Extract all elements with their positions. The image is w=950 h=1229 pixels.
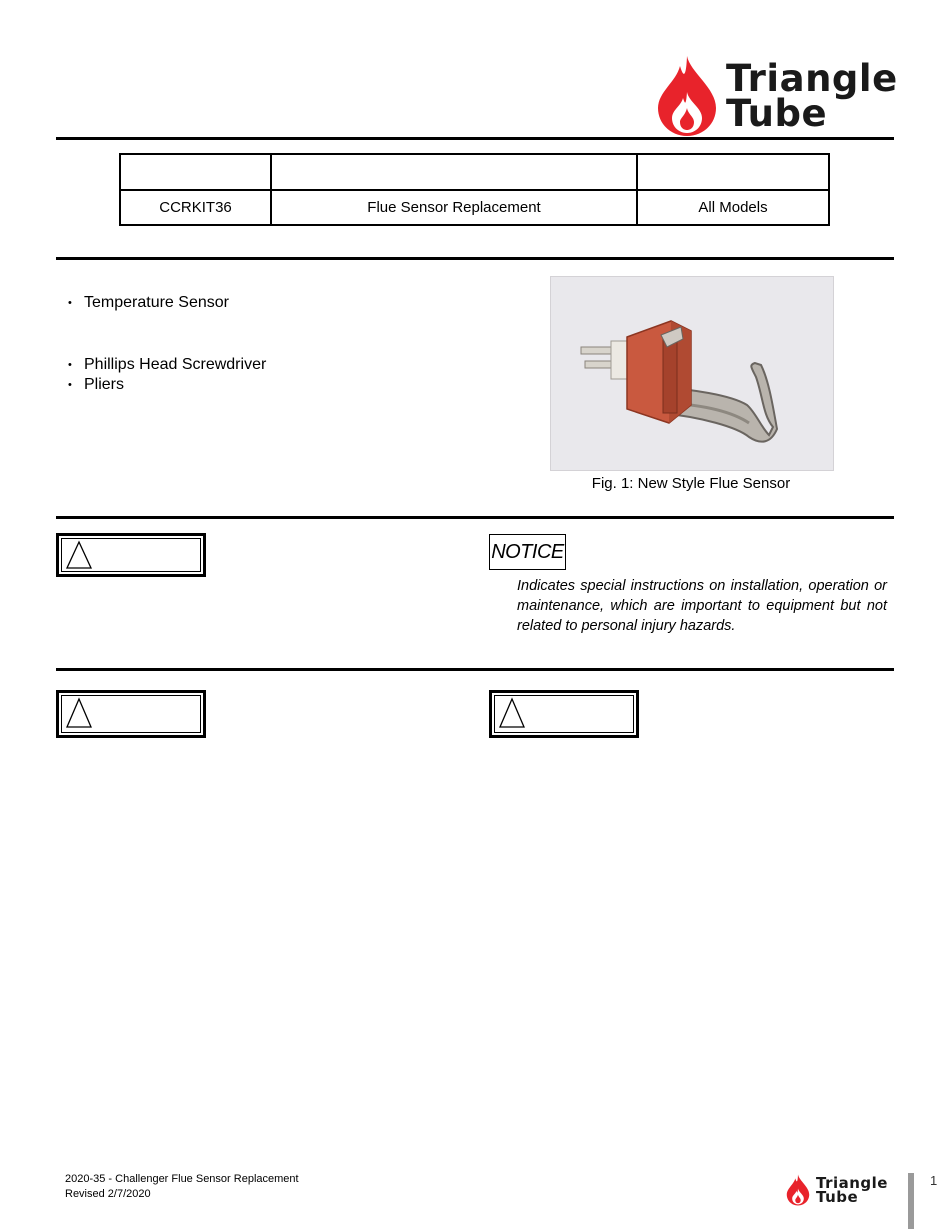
list-item: • Temperature Sensor xyxy=(68,293,229,313)
page-edge-bar xyxy=(908,1173,914,1229)
flame-icon xyxy=(786,1172,810,1208)
notice-label: NOTICE xyxy=(489,534,566,570)
flue-sensor-photo xyxy=(550,276,834,471)
kit-number-cell: CCRKIT36 xyxy=(120,190,271,225)
parts-list xyxy=(68,293,229,313)
divider-notices xyxy=(56,516,894,519)
notice-text: Indicates special instructions on installation, operation or maintenance, which are important to equipment but not related to personal injury hazards. xyxy=(517,578,887,634)
list-item: • Pliers xyxy=(68,375,266,395)
figure-caption: Fig. 1: New Style Flue Sensor xyxy=(591,475,791,492)
description-cell: Flue Sensor Replacement xyxy=(271,190,637,225)
brand-logo xyxy=(656,54,898,138)
footer-logo xyxy=(786,1172,888,1208)
list-item: • Phillips Head Screwdriver xyxy=(68,355,266,375)
models-header-cell xyxy=(637,154,829,190)
page-number: 1 xyxy=(930,1173,938,1188)
footer xyxy=(65,1172,299,1202)
warning-label-box xyxy=(56,690,206,738)
warning-triangle-icon xyxy=(65,697,93,729)
logo-line-2: Tube xyxy=(816,1188,859,1206)
divider-warnings xyxy=(56,668,894,671)
logo-line-2: Tube xyxy=(726,92,828,135)
footer-doc-line: 2020-35 - Challenger Flue Sensor Replacement xyxy=(65,1173,299,1185)
footer-revised: Revised 2/7/2020 xyxy=(65,1188,151,1200)
kit-table xyxy=(119,153,830,226)
logo-line-1: Triangle xyxy=(816,1173,888,1192)
description-header-cell xyxy=(271,154,637,190)
tools-list xyxy=(68,355,266,395)
models-cell: All Models xyxy=(637,190,829,225)
warning-triangle-icon xyxy=(498,697,526,729)
flame-icon xyxy=(656,54,718,138)
divider-top xyxy=(56,137,894,140)
warning-label-box xyxy=(56,533,206,577)
divider-kit xyxy=(56,257,894,260)
logo-line-1: Triangle xyxy=(726,56,898,100)
warning-triangle-icon xyxy=(65,540,93,570)
kit-header-cell xyxy=(120,154,271,190)
warning-label-box xyxy=(489,690,639,738)
